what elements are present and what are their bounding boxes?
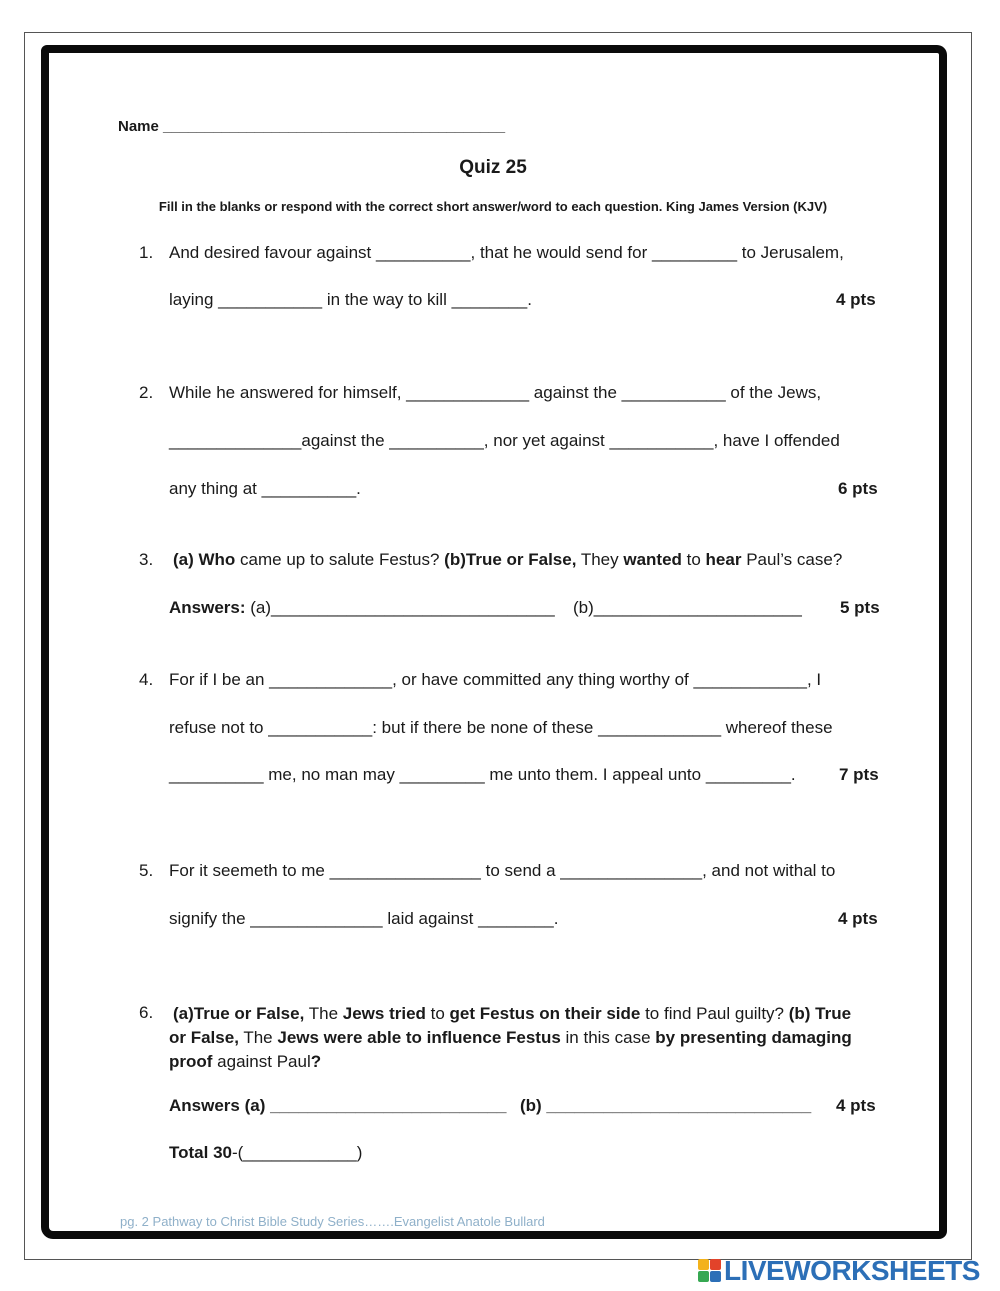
q1-points: 4 pts (836, 290, 876, 309)
q5-line-1: For it seemeth to me ________________ to send a _______________, and not withal to (169, 861, 836, 880)
name-field[interactable] (118, 118, 505, 135)
q2-line-2: ______________against the __________, nor yet against ___________, have I offended (169, 431, 840, 450)
q4-number: 4. (139, 670, 154, 689)
page-footer: pg. 2 Pathway to Christ Bible Study Series…….Evangelist Anatole Bullard (120, 1214, 545, 1229)
total-blank[interactable]: -(____________) (231, 1143, 363, 1162)
q5-line-2: signify the ______________ laid against ________. (169, 909, 559, 928)
q2-number: 2. (139, 383, 154, 402)
liveworksheets-logo-icon (698, 1259, 722, 1283)
q2-line-1: While he answered for himself, _____________ against the ___________ of the Jews, (169, 383, 822, 402)
q6-answer-b[interactable]: (b) ____________________________ (520, 1096, 812, 1115)
q1-line-2: laying ___________ in the way to kill ________. (169, 290, 532, 309)
name-blank[interactable]: _________________________________________ (163, 118, 506, 135)
q3-question: (a) Who came up to salute Festus? (b)True or False, They wanted to hear Paul’s case? (173, 550, 843, 569)
q3-number: 3. (139, 550, 154, 569)
q6-points: 4 pts (836, 1096, 876, 1115)
instructions: Fill in the blanks or respond with the correct short answer/word to each question. King James Version (KJV) (158, 199, 828, 214)
q4-line-2: refuse not to ___________: but if there be none of these _____________ whereof these (169, 718, 833, 737)
total-label: Total 30 (169, 1143, 232, 1162)
q6-number: 6. (139, 1003, 154, 1022)
q4-points: 7 pts (839, 765, 879, 784)
q2-points: 6 pts (838, 479, 878, 498)
q3-points: 5 pts (840, 598, 880, 617)
q1-number: 1. (139, 243, 154, 262)
q5-number: 5. (139, 861, 154, 880)
q4-line-1: For if I be an _____________, or have committed any thing worthy of ____________, I (169, 670, 822, 689)
q3-answer-b[interactable]: (b)______________________ (573, 598, 802, 617)
name-label: Name (118, 118, 159, 135)
q1-line-1: And desired favour against __________, that he would send for _________ to Jerusalem, (169, 243, 844, 262)
liveworksheets-logo-text: LIVEWORKSHEETS (724, 1255, 980, 1286)
q2-line-3: any thing at __________. (169, 479, 361, 498)
page-title: Quiz 25 (459, 157, 527, 178)
q3-answers-label: Answers: (169, 598, 246, 617)
q6-question: (a)True or False, The Jews tried to get Festus on their side to find Paul guilty? (b) True or False, The Jews were able to influence Festus in this case by presenting damaging proof against Paul? (169, 1004, 852, 1071)
total-score[interactable] (169, 1143, 362, 1163)
q6-answer-a[interactable]: Answers (a) _________________________ (169, 1096, 507, 1115)
q3-answer-a[interactable]: Answers: (a)______________________________ (169, 598, 555, 617)
q5-points: 4 pts (838, 909, 878, 928)
q4-line-3: __________ me, no man may _________ me unto them. I appeal unto _________. (169, 765, 796, 784)
